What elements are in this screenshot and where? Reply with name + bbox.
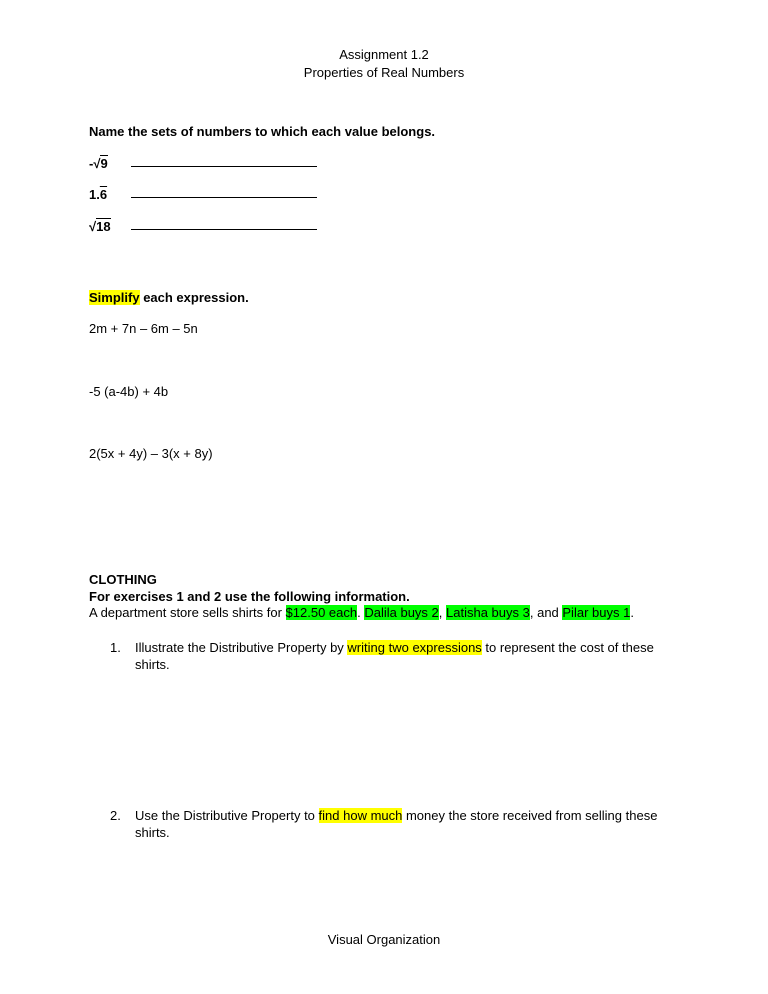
find-how-much-highlight: find how much	[318, 808, 403, 823]
pilar-highlight: Pilar buys 1	[562, 605, 631, 620]
expression-1: 2m + 7n – 6m – 5n	[89, 321, 198, 336]
clothing-subtitle: For exercises 1 and 2 use the following information.	[89, 589, 410, 604]
simplify-highlight: Simplify	[89, 290, 140, 305]
question-1-text-line2: shirts.	[135, 657, 170, 672]
value-neg-sqrt9: -√9	[89, 156, 108, 171]
expression-2: -5 (a-4b) + 4b	[89, 384, 169, 399]
writing-two-expressions-highlight: writing two expressions	[347, 640, 482, 655]
assignment-subtitle: Properties of Real Numbers	[303, 65, 465, 80]
footer-text: Visual Organization	[327, 932, 441, 947]
question-2-text-line2: shirts.	[135, 825, 170, 840]
assignment-title: Assignment 1.2	[339, 47, 429, 62]
answer-blank-3[interactable]	[131, 216, 317, 233]
price-highlight: $12.50 each	[285, 605, 358, 620]
answer-blank-1[interactable]	[131, 153, 317, 170]
question-1-number: 1.	[110, 640, 121, 655]
clothing-title: CLOTHING	[89, 572, 157, 587]
question-1-text: Illustrate the Distributive Property by writing two expressions to represent the cost of these	[135, 640, 654, 655]
question-2-text: Use the Distributive Property to find how much money the store received from selling these	[135, 808, 658, 823]
clothing-info: A department store sells shirts for $12.50 each. Dalila buys 2, Latisha buys 3, and Pilar buys 1.	[89, 605, 634, 620]
question-2-number: 2.	[110, 808, 121, 823]
answer-blank-2[interactable]	[131, 184, 317, 201]
section1-heading: Name the sets of numbers to which each value belongs.	[89, 124, 436, 139]
expression-3: 2(5x + 4y) – 3(x + 8y)	[89, 446, 213, 461]
value-sqrt18: √18	[89, 219, 111, 234]
section2-heading: Simplify each expression.	[89, 290, 249, 305]
latisha-highlight: Latisha buys 3	[446, 605, 530, 620]
dalila-highlight: Dalila buys 2	[364, 605, 439, 620]
value-1-point-6-repeating: 1.6	[89, 187, 108, 202]
